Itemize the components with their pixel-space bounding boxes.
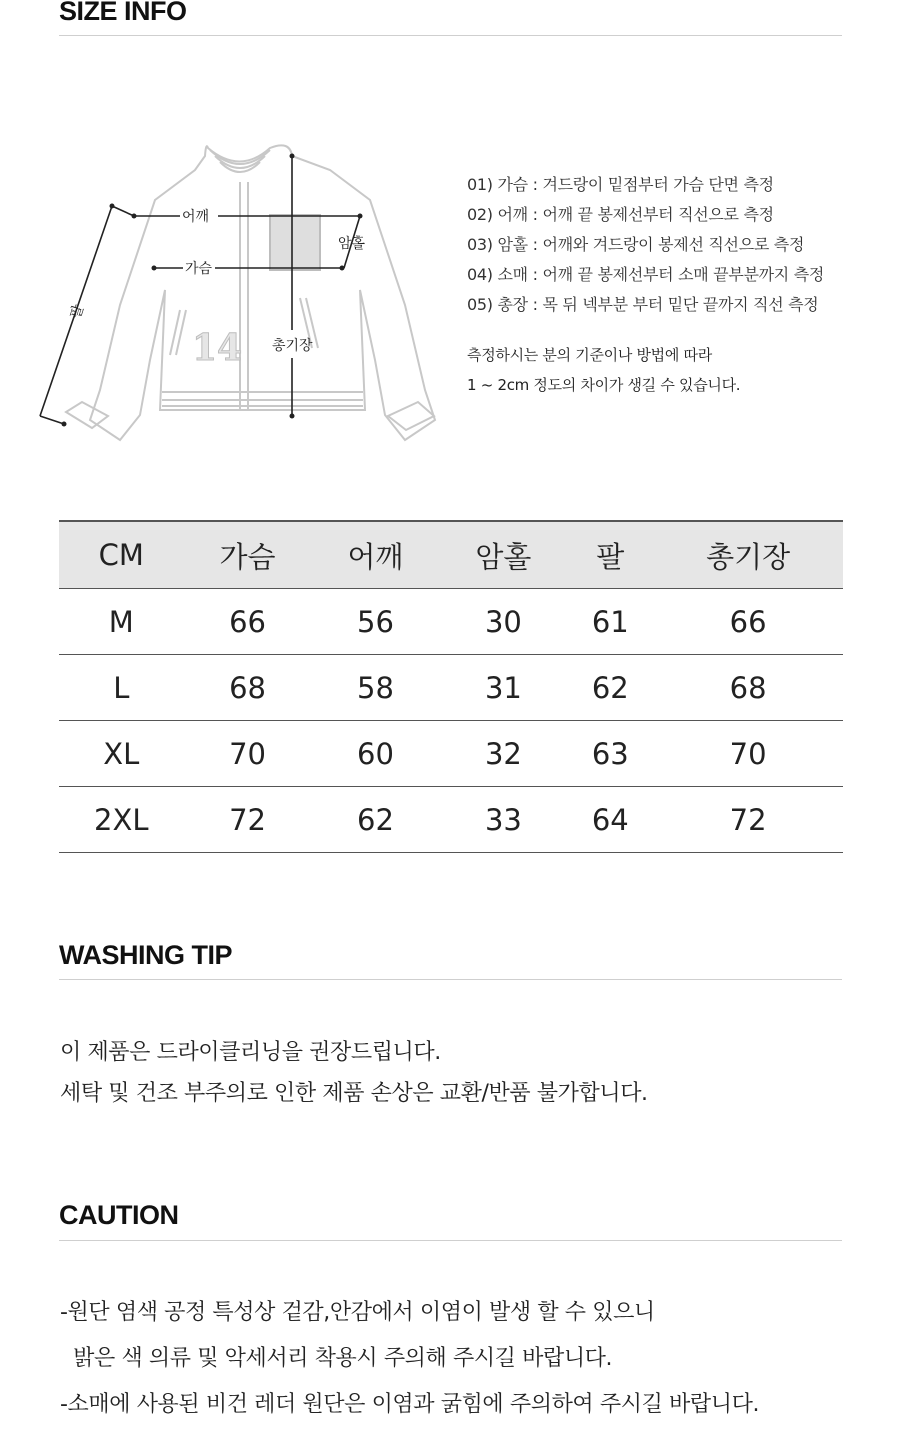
table-cell: M [59, 589, 184, 655]
guide-line: 03) 암홀 : 어깨와 겨드랑이 봉제선 직선으로 측정 [467, 235, 805, 254]
table-cell: 70 [184, 721, 312, 787]
guide-line: 04) 소매 : 어깨 끝 봉제선부터 소매 끝부분까지 측정 [467, 265, 825, 284]
header-cell: 가슴 [184, 521, 312, 589]
size-table [59, 520, 843, 853]
note-line: 측정하시는 분의 기준이나 방법에 따라 [467, 346, 712, 364]
table-cell: 2XL [59, 787, 184, 853]
table-cell: 31 [439, 655, 567, 721]
table-cell: 33 [439, 787, 567, 853]
table-cell: 58 [312, 655, 440, 721]
jacket-diagram [30, 120, 450, 460]
label-armhole: 암홀 [338, 236, 366, 252]
caution-line: -소매에 사용된 비건 레더 원단은 이염과 굵힘에 주의하여 주시길 바랍니다. [60, 1392, 760, 1417]
caution-divider [59, 1240, 842, 1241]
table-row [59, 721, 843, 787]
caution-text [60, 1290, 759, 1428]
header-cell: 어깨 [312, 521, 440, 589]
jacket-sketch [66, 145, 450, 440]
washing-tip-text [60, 1032, 648, 1114]
guide-line: 05) 총장 : 목 뒤 넥부분 부터 밑단 끝까지 직선 측정 [467, 295, 819, 314]
table-cell: 66 [653, 589, 843, 655]
washing-line: 세탁 및 건조 부주의로 인한 제품 손상은 교환/반품 불가합니다. [60, 1081, 648, 1106]
table-cell: 72 [653, 787, 843, 853]
table-row [59, 655, 843, 721]
table-cell: L [59, 655, 184, 721]
label-sleeve: 팔 [67, 302, 88, 321]
table-cell: 60 [312, 721, 440, 787]
table-cell: 68 [184, 655, 312, 721]
size-info-divider [59, 35, 842, 36]
table-cell: 64 [567, 787, 653, 853]
washing-line: 이 제품은 드라이클리닝을 권장드립니다. [60, 1040, 441, 1065]
table-cell: 70 [653, 721, 843, 787]
size-info-title: SIZE INFO [59, 0, 187, 26]
caution-line: 밝은 색 의류 및 악세서리 착용시 주의해 주시길 바랍니다. [60, 1346, 613, 1371]
table-cell: 62 [312, 787, 440, 853]
caution-line: -원단 염색 공정 특성상 겉감,안감에서 이염이 발생 할 수 있으니 [60, 1300, 655, 1325]
size-table-header [59, 521, 843, 589]
washing-tip-title: WASHING TIP [59, 940, 233, 970]
table-cell: 72 [184, 787, 312, 853]
note-line: 1 ~ 2cm 정도의 차이가 생길 수 있습니다. [467, 376, 741, 394]
table-cell: 56 [312, 589, 440, 655]
table-row [59, 787, 843, 853]
header-cell: 팔 [567, 521, 653, 589]
caution-title: CAUTION [59, 1200, 179, 1230]
label-chest: 가슴 [185, 261, 213, 277]
measurement-note [467, 340, 740, 400]
table-cell: XL [59, 721, 184, 787]
table-cell: 63 [567, 721, 653, 787]
number-patch: 14 [192, 327, 243, 369]
header-cell: 총기장 [653, 521, 843, 589]
measurement-lines [40, 156, 360, 424]
guide-line: 02) 어깨 : 어깨 끝 봉제선부터 직선으로 측정 [467, 205, 774, 224]
table-cell: 66 [184, 589, 312, 655]
guide-line: 01) 가슴 : 겨드랑이 밑점부터 가슴 단면 측정 [467, 175, 774, 194]
washing-tip-divider [59, 979, 842, 980]
label-shoulder: 어깨 [182, 209, 210, 225]
table-cell: 61 [567, 589, 653, 655]
measurement-guide [467, 170, 824, 320]
label-length: 총기장 [272, 338, 313, 354]
table-cell: 68 [653, 655, 843, 721]
header-cell: CM [59, 521, 184, 589]
table-cell: 62 [567, 655, 653, 721]
header-cell: 암홀 [439, 521, 567, 589]
table-cell: 32 [439, 721, 567, 787]
table-cell: 30 [439, 589, 567, 655]
table-row [59, 589, 843, 655]
